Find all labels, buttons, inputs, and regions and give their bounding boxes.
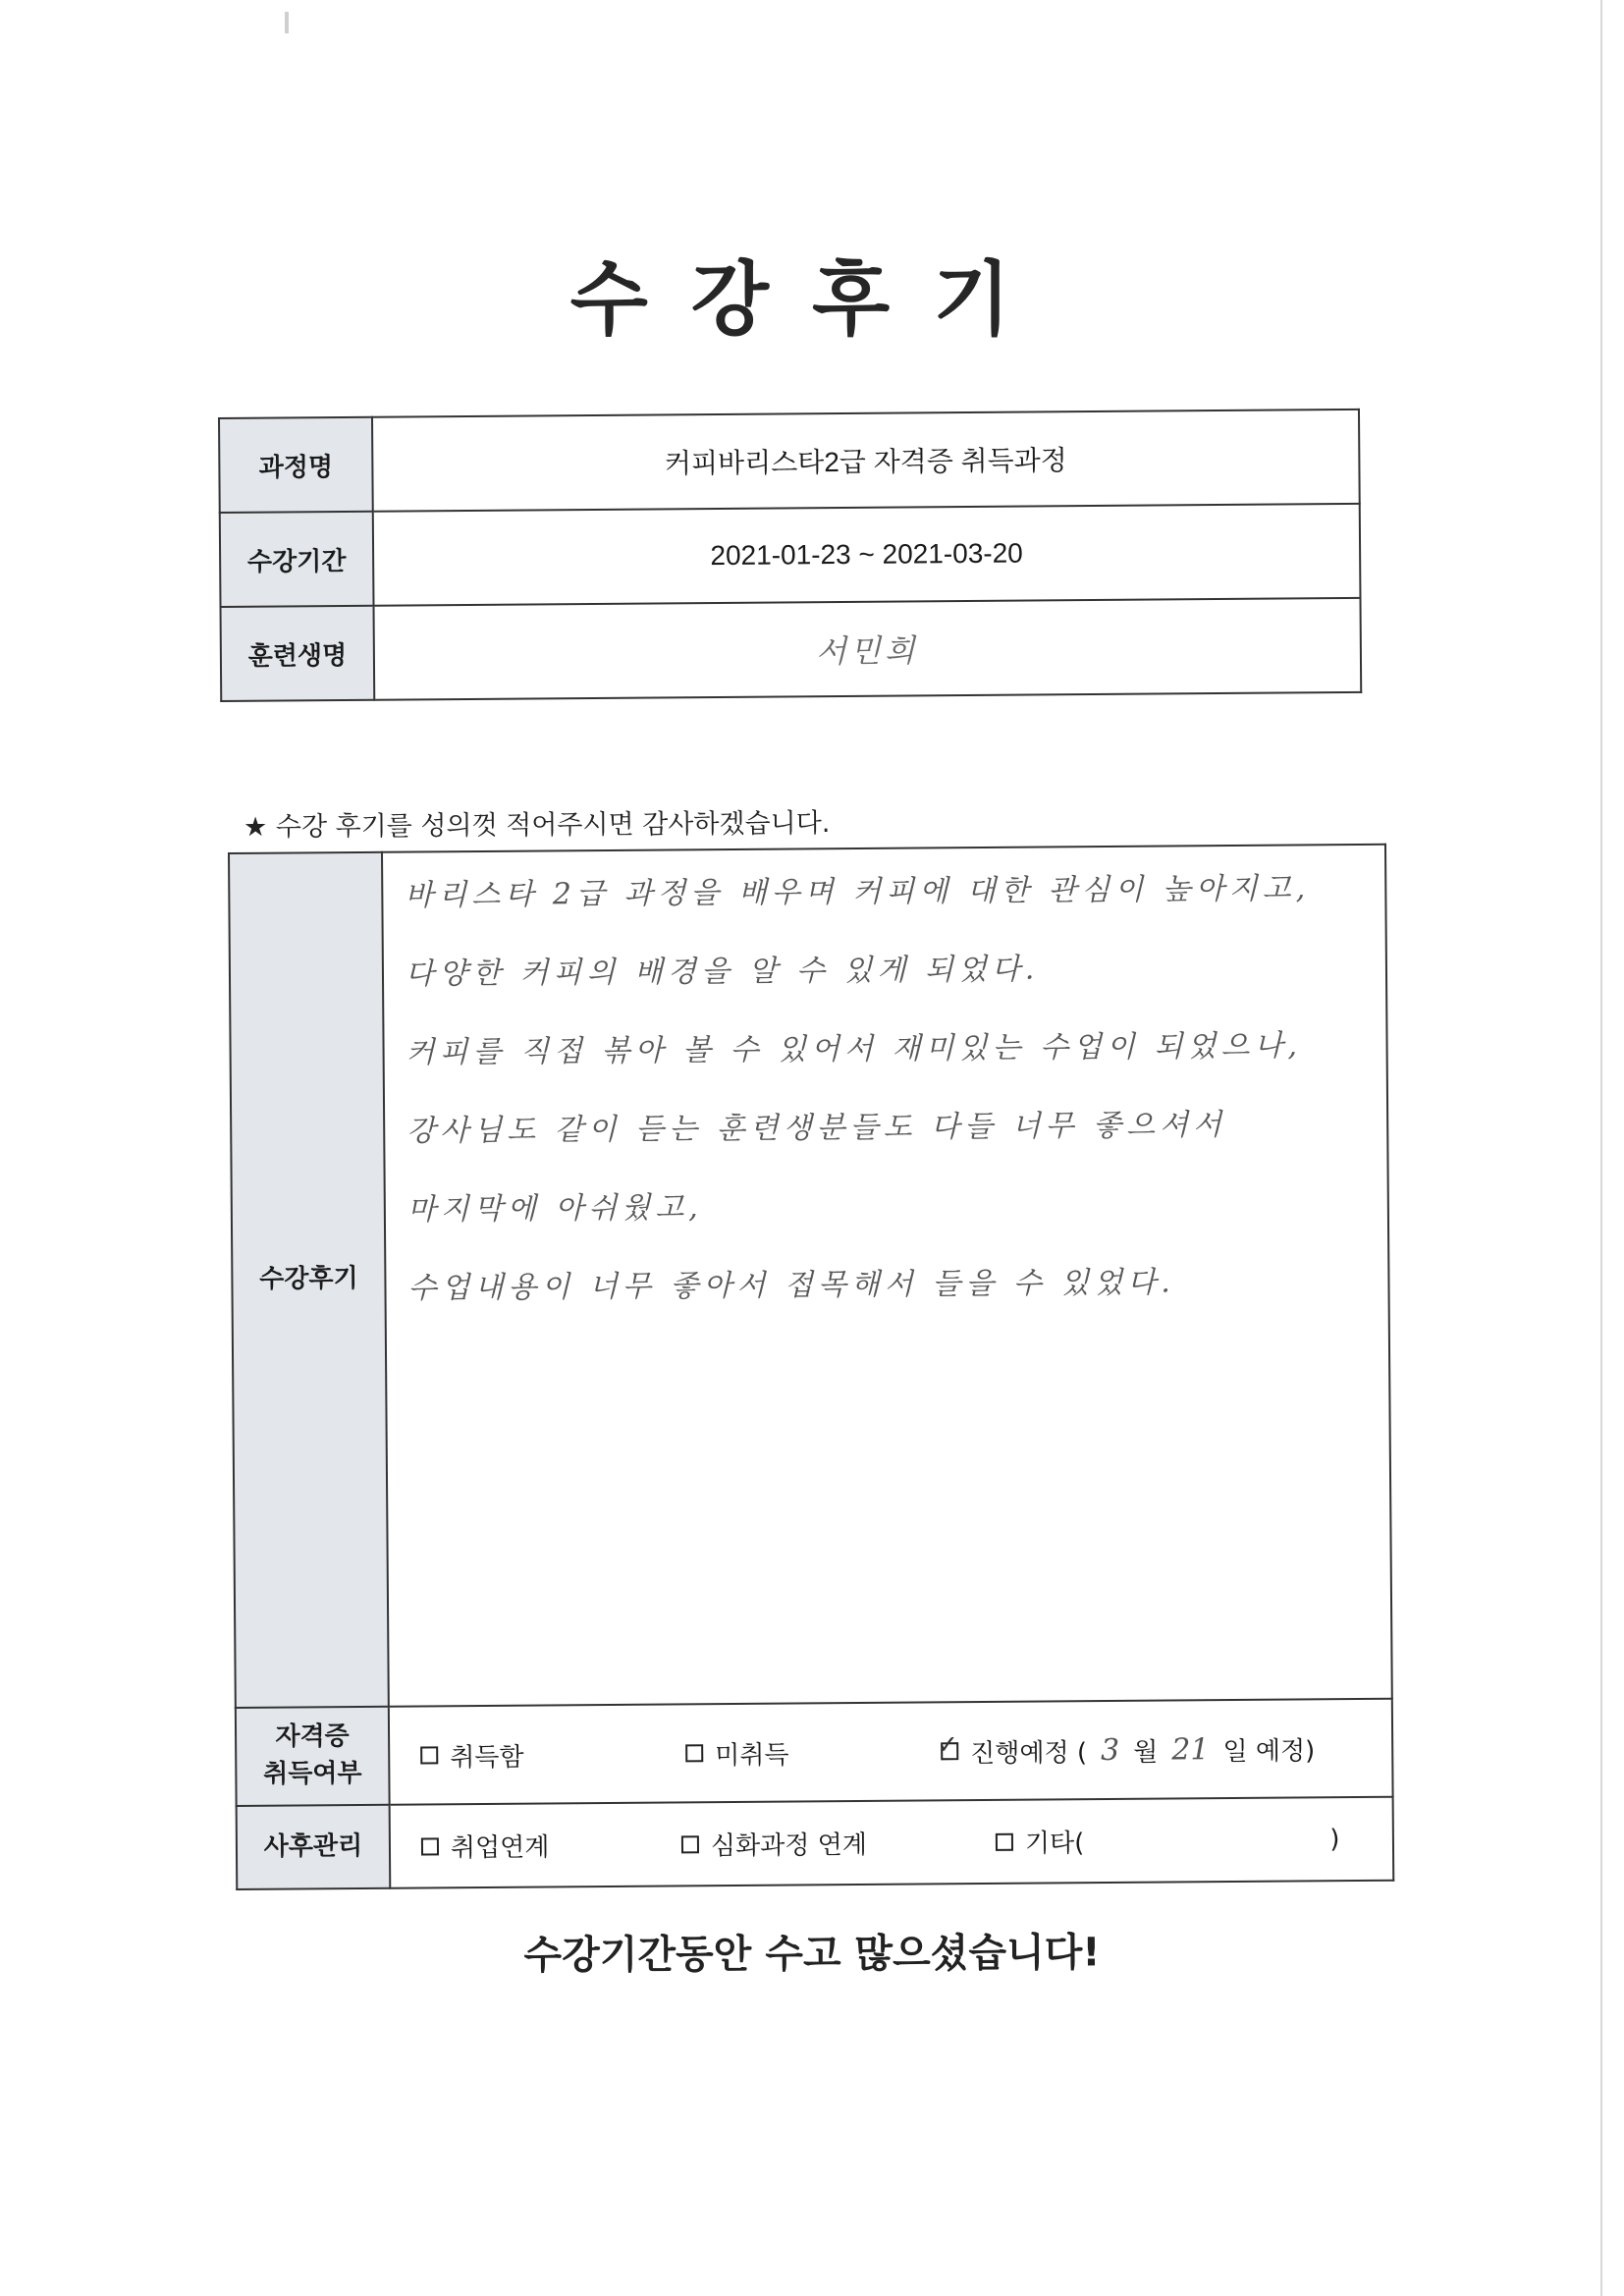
option-planned[interactable]	[937, 1730, 1316, 1770]
checkbox-icon[interactable]	[681, 1835, 699, 1853]
certificate-label-line1: 자격증	[275, 1722, 350, 1752]
day-unit: 일 예정)	[1222, 1735, 1316, 1767]
certificate-options	[389, 1699, 1393, 1805]
option-acquired[interactable]	[420, 1735, 676, 1774]
course-info-table	[218, 409, 1362, 702]
trainee-label: 훈련생명	[221, 606, 375, 701]
review-line: 마지막에 아쉬웠고,	[406, 1190, 703, 1228]
closing-message: 수강기간동안 수고 많으셨습니다!	[523, 1930, 1101, 1979]
review-line: 다양한 커피의 배경을 알 수 있게 되었다.	[405, 952, 1040, 992]
planned-month-handwritten: 3	[1100, 1732, 1120, 1768]
followup-options	[390, 1797, 1394, 1888]
notice-text: ★ 수강 후기를 성의껏 적어주시면 감사하겠습니다.	[243, 807, 831, 844]
certificate-label-line2: 취득여부	[263, 1758, 362, 1789]
followup-label: 사후관리	[237, 1805, 391, 1889]
checkbox-checked-icon[interactable]	[937, 1730, 959, 1761]
option-other-label: 기타(	[1024, 1829, 1085, 1859]
option-job-label: 취업연계	[450, 1832, 550, 1864]
course-name-value: 커피바리스타2급 자격증 취득과정	[372, 410, 1360, 512]
month-unit: 월	[1133, 1737, 1159, 1768]
option-planned-label: 진행예정 (	[970, 1737, 1088, 1769]
option-advanced-link[interactable]	[681, 1824, 986, 1862]
review-line: 수업내용이 너무 좋아서 접목해서 들을 수 있었다.	[407, 1265, 1175, 1306]
scan-mark	[285, 12, 289, 33]
review-line: 강사님도 같이 듣는 훈련생분들도 다들 너무 좋으셔서	[406, 1108, 1227, 1149]
option-other-close: )	[1329, 1824, 1340, 1854]
review-label: 수강후기	[229, 852, 389, 1708]
option-advanced-label: 심화과정 연계	[710, 1830, 868, 1862]
review-table	[228, 844, 1394, 1890]
planned-day-handwritten: 21	[1171, 1731, 1210, 1767]
review-content	[382, 845, 1392, 1707]
checkbox-icon[interactable]	[420, 1746, 438, 1764]
review-line: 커피를 직접 볶아 볼 수 있어서 재미있는 수업이 되었으나,	[406, 1028, 1303, 1070]
option-job-link[interactable]	[421, 1826, 672, 1864]
page-title: 수강후기	[569, 253, 1055, 347]
checkbox-icon[interactable]	[996, 1832, 1013, 1850]
check-mark-icon: ✓	[937, 1730, 959, 1761]
course-name-label: 과정명	[219, 417, 373, 513]
period-value: 2021-01-23 ~ 2021-03-20	[373, 504, 1361, 606]
trainee-name-handwritten: 서민희	[374, 598, 1362, 700]
period-label: 수강기간	[220, 512, 374, 607]
option-not-acquired[interactable]	[685, 1733, 931, 1772]
option-not-acquired-label: 미취득	[715, 1740, 789, 1771]
option-acquired-label: 취득함	[450, 1742, 524, 1773]
certificate-label	[236, 1707, 390, 1806]
review-line: 바리스타 2급 과정을 배우며 커피에 대한 관심이 높아지고,	[405, 871, 1311, 913]
checkbox-icon[interactable]	[685, 1744, 703, 1762]
option-other[interactable]	[996, 1821, 1340, 1860]
checkbox-icon[interactable]	[421, 1837, 439, 1855]
